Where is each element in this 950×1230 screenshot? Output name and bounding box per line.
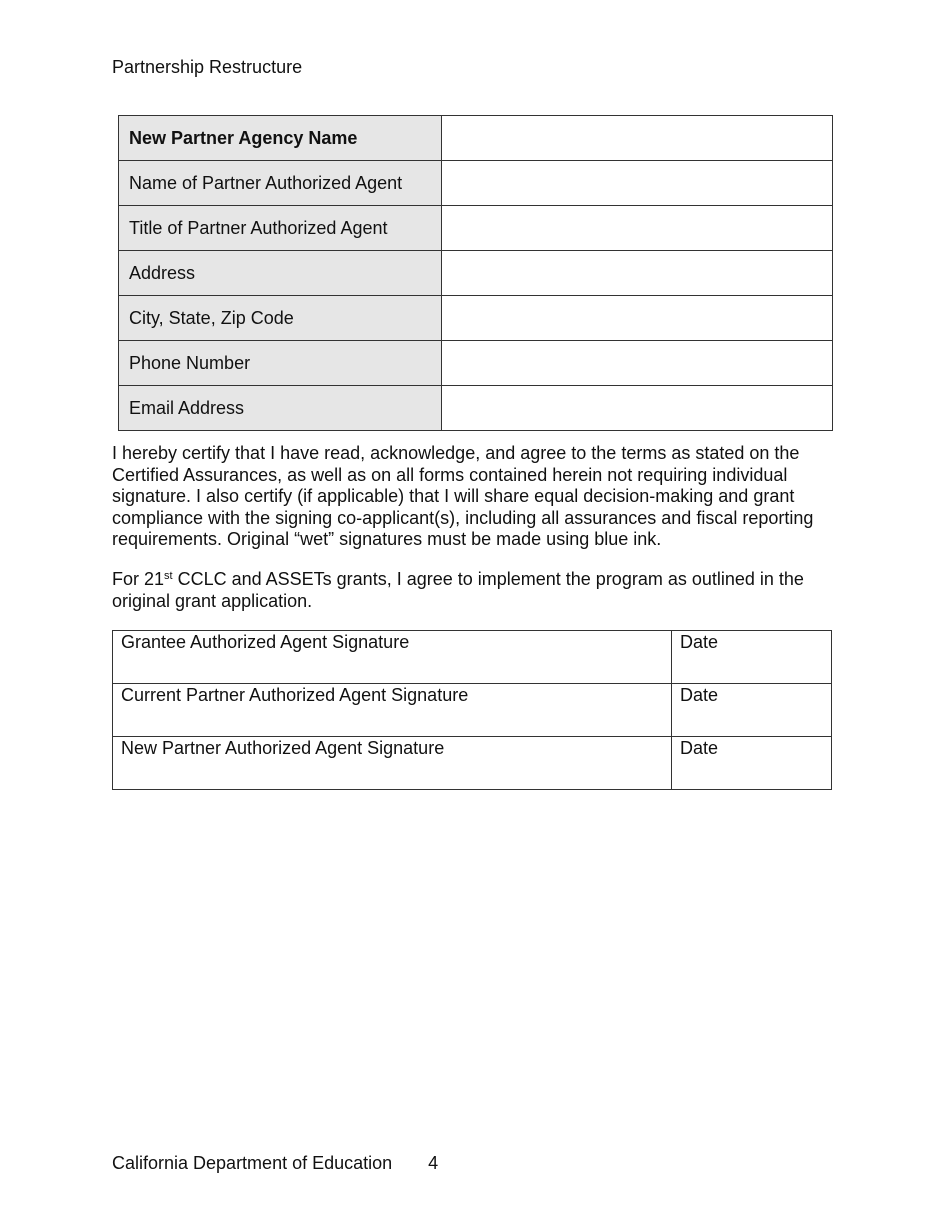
program-statement-paragraph (112, 569, 852, 612)
page-footer (112, 1152, 438, 1174)
agent-name-label: Name of Partner Authorized Agent (119, 161, 442, 206)
table-row (119, 161, 833, 206)
certification-paragraph: I hereby certify that I have read, acknowledge, and agree to the terms as stated on the Certified Assurances, as well as on all forms contained herein not requiring individual signature. I also certify (if applicable) that I will share equal decision-making and grant compliance with the signing co-applicant(s), including all assurances and fiscal reporting requirements. Original “wet” signatures must be made using blue ink. (112, 443, 814, 549)
phone-number-label: Phone Number (119, 341, 442, 386)
table-row (113, 737, 832, 790)
signature-table (112, 630, 832, 790)
agent-title-field[interactable] (442, 206, 833, 251)
table-row (119, 341, 833, 386)
city-state-zip-label: City, State, Zip Code (119, 296, 442, 341)
address-label: Address (119, 251, 442, 296)
phone-number-field[interactable] (442, 341, 833, 386)
page-header: Partnership Restructure (112, 57, 303, 77)
program-statement-superscript: st (164, 570, 173, 582)
current-partner-date-field[interactable] (672, 684, 832, 737)
new-partner-date-label: Date (680, 738, 719, 758)
grantee-signature-field[interactable] (113, 631, 672, 684)
table-row (119, 206, 833, 251)
table-row (119, 116, 833, 161)
footer-organization: California Department of Education (112, 1153, 393, 1173)
table-row (119, 251, 833, 296)
email-address-field[interactable] (442, 386, 833, 431)
address-field[interactable] (442, 251, 833, 296)
program-statement-rest: CCLC and ASSETs grants, I agree to implement the program as outlined in the original grant application. (112, 569, 804, 611)
new-partner-signature-label: New Partner Authorized Agent Signature (121, 738, 445, 758)
current-partner-date-label: Date (680, 685, 719, 705)
current-partner-signature-label: Current Partner Authorized Agent Signature (121, 685, 469, 705)
program-statement-prefix: For 21 (112, 569, 165, 589)
new-partner-signature-field[interactable] (113, 737, 672, 790)
page-number: 4 (428, 1153, 439, 1173)
new-partner-date-field[interactable] (672, 737, 832, 790)
email-address-label: Email Address (119, 386, 442, 431)
agency-name-field[interactable] (442, 116, 833, 161)
grantee-date-field[interactable] (672, 631, 832, 684)
grantee-date-label: Date (680, 632, 719, 652)
agency-name-label: New Partner Agency Name (119, 116, 442, 161)
current-partner-signature-field[interactable] (113, 684, 672, 737)
city-state-zip-field[interactable] (442, 296, 833, 341)
agent-name-field[interactable] (442, 161, 833, 206)
partner-info-table (118, 115, 833, 431)
grantee-signature-label: Grantee Authorized Agent Signature (121, 632, 410, 652)
table-row (119, 386, 833, 431)
table-row (113, 684, 832, 737)
agent-title-label: Title of Partner Authorized Agent (119, 206, 442, 251)
table-row (119, 296, 833, 341)
table-row (113, 631, 832, 684)
